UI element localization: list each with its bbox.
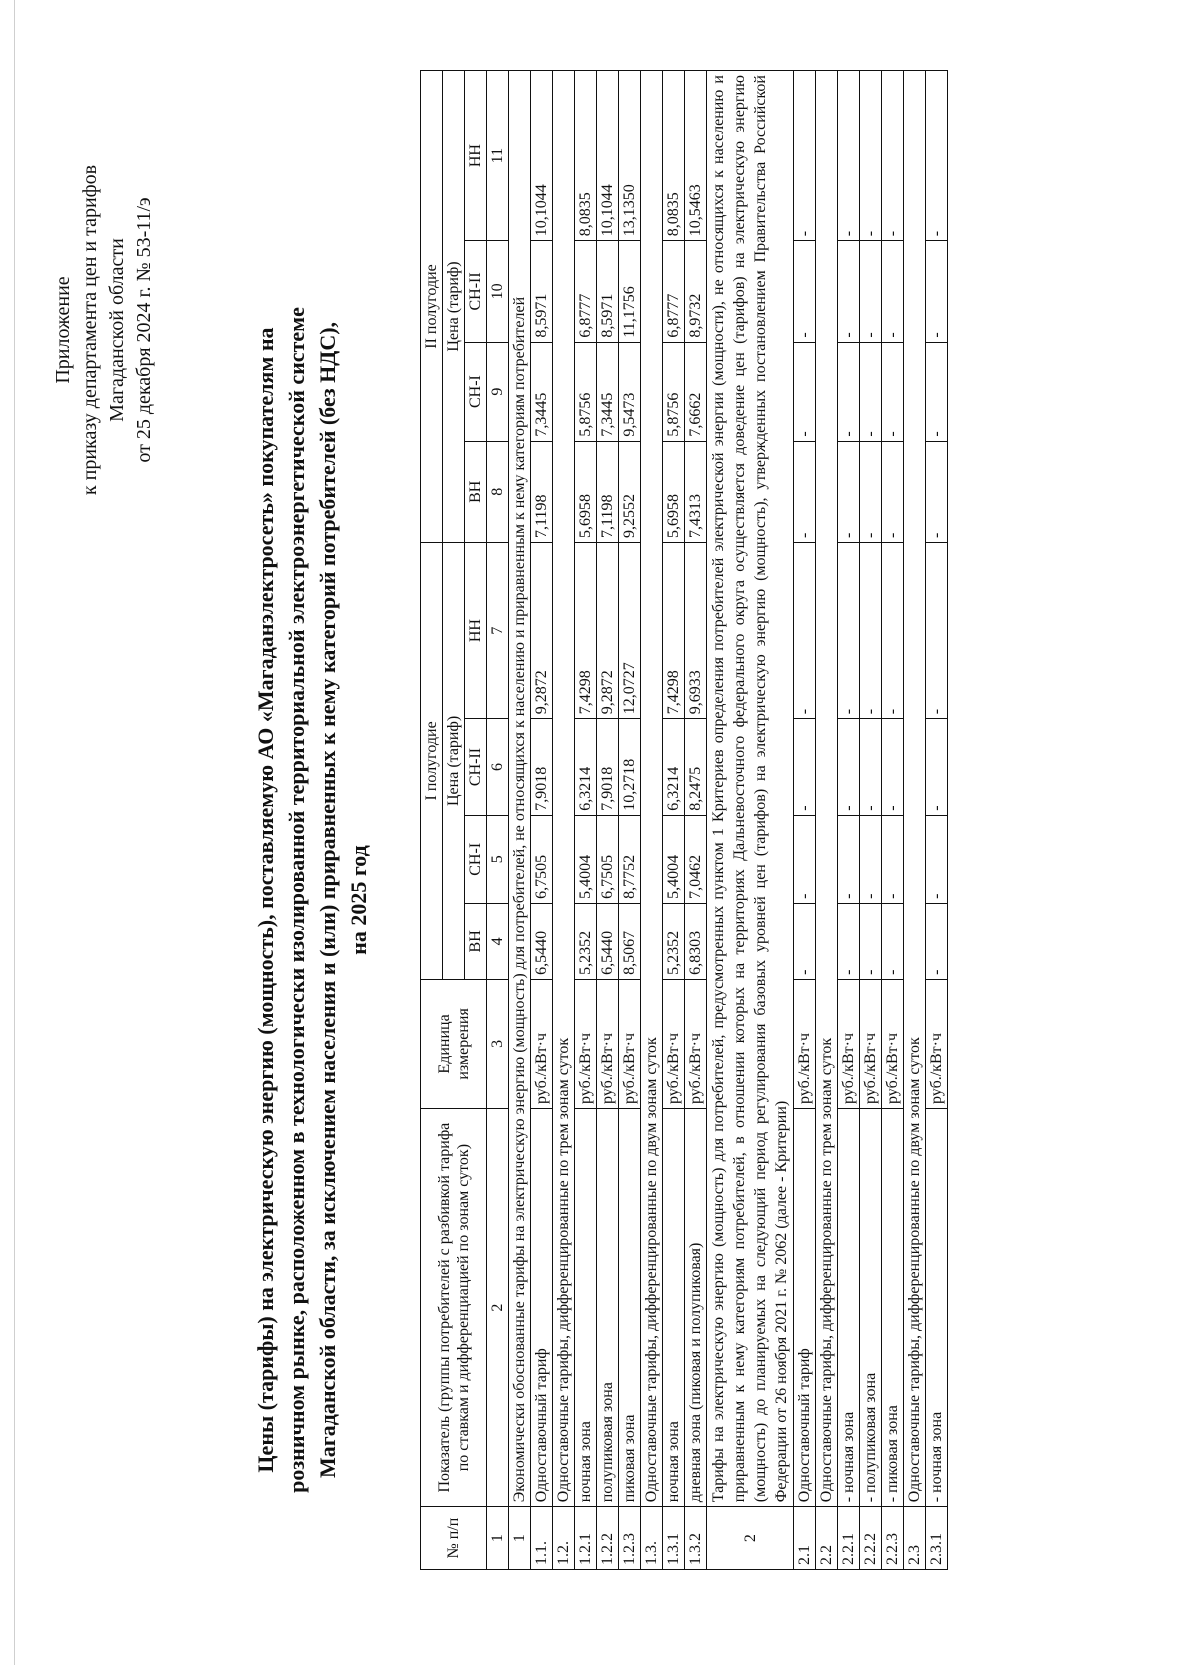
tariff-value: - (838, 815, 860, 903)
title-line-3: Магаданской области, за исключением населения и (или) приравненных к нему категорий потребителей (без НДС), (315, 321, 340, 1479)
header-nn-1: НН (465, 542, 487, 718)
tariff-value: - (838, 71, 860, 241)
colnum-cell: 5 (487, 815, 509, 903)
table-row (794, 71, 816, 1570)
table-row (597, 71, 619, 1570)
tariff-value: - (926, 815, 948, 903)
colnum-cell: 1 (487, 1507, 509, 1570)
tariff-value: - (838, 542, 860, 718)
tariff-value: - (882, 542, 904, 718)
table-row (641, 71, 663, 1570)
row-label: Одноставочный тариф (794, 1108, 816, 1506)
title-line-1: Цены (тарифы) на электрическую энергию (мощность), поставляемую АО «Магаданэлектросеть» покупателям на (253, 327, 278, 1473)
document-title (250, 275, 374, 1525)
row-label: - полупиковая зона (860, 1108, 882, 1506)
group-label: Одноставочные тарифы, дифференцированные по двум зонам суток (641, 71, 663, 1507)
tariff-value: 6,3214 (663, 719, 685, 816)
table-row (816, 71, 838, 1570)
header-unit: Единица измерения (421, 979, 487, 1108)
row-unit: руб./кВт·ч (926, 979, 948, 1108)
tariff-value: 10,2718 (619, 719, 641, 816)
tariff-value: 8,0835 (575, 71, 597, 241)
appendix-header (50, 50, 158, 610)
tariff-value: - (926, 441, 948, 542)
row-number: 1.3.2 (685, 1507, 707, 1570)
header-price-2: Цена (тариф) (443, 71, 465, 543)
header-indicator: Показатель (группы потребителей с разбивкой тарифа по ставкам и дифференциацией по зонам суток) (421, 1108, 487, 1506)
tariff-value: - (794, 342, 816, 441)
row-unit: руб./кВт·ч (597, 979, 619, 1108)
tariff-value: - (838, 903, 860, 979)
table-row (663, 71, 685, 1570)
section-num: 2 (707, 1507, 794, 1570)
row-number: 1.2. (553, 1507, 575, 1570)
tariff-value: 13,1350 (619, 71, 641, 241)
table-row (860, 71, 882, 1570)
tariff-value: - (838, 342, 860, 441)
tariff-value: 11,1756 (619, 241, 641, 342)
tariff-value: - (794, 71, 816, 241)
tariff-value: 5,2352 (663, 903, 685, 979)
tariff-value: 5,8756 (575, 342, 597, 441)
row-number: 2.1 (794, 1507, 816, 1570)
tariff-value: - (882, 241, 904, 342)
tariff-value: 7,4298 (575, 542, 597, 718)
tariff-value: - (860, 441, 882, 542)
tariff-value: 6,3214 (575, 719, 597, 816)
tariff-value: 7,1198 (597, 441, 619, 542)
row-number: 1.1. (531, 1507, 553, 1570)
table-row (685, 71, 707, 1570)
header-sn1-2: СН-I (465, 342, 487, 441)
appendix-line-1: Приложение (52, 276, 74, 384)
row-label: - пиковая зона (882, 1108, 904, 1506)
row-number: 1.2.3 (619, 1507, 641, 1570)
tariff-value: - (860, 71, 882, 241)
header-half-2: II полугодие (421, 71, 443, 543)
tariff-value: - (794, 903, 816, 979)
row-number: 1.2.1 (575, 1507, 597, 1570)
tariff-value: 8,9732 (685, 241, 707, 342)
row-label: - ночная зона (838, 1108, 860, 1506)
row-unit: руб./кВт·ч (685, 979, 707, 1108)
row-label: дневная зона (пиковая и полупиковая) (685, 1108, 707, 1506)
tariff-value: 7,3445 (531, 342, 553, 441)
tariff-value: - (926, 719, 948, 816)
scan-edge-line (14, 0, 15, 1665)
tariff-value: 6,8777 (663, 241, 685, 342)
tariff-value: 7,6662 (685, 342, 707, 441)
tariff-value: - (860, 342, 882, 441)
tariff-value: 6,8303 (685, 903, 707, 979)
tariff-value: 10,1044 (531, 71, 553, 241)
colnum-cell: 9 (487, 342, 509, 441)
tariff-value: - (926, 241, 948, 342)
header-num: № п/п (421, 1507, 487, 1570)
tariff-value: - (926, 71, 948, 241)
tariff-value: 9,2872 (531, 542, 553, 718)
tariff-value: 7,0462 (685, 815, 707, 903)
tariff-value: - (794, 815, 816, 903)
tariff-value: 5,8756 (663, 342, 685, 441)
tariff-value: - (882, 719, 904, 816)
tariff-value: 7,1198 (531, 441, 553, 542)
tariff-value: 10,1044 (597, 71, 619, 241)
header-nn-2: НН (465, 71, 487, 241)
header-sn1-1: СН-I (465, 815, 487, 903)
colnum-cell: 3 (487, 979, 509, 1108)
tariff-value: - (860, 719, 882, 816)
colnum-cell: 2 (487, 1108, 509, 1506)
table-row (926, 71, 948, 1570)
row-number: 1.3. (641, 1507, 663, 1570)
row-unit: руб./кВт·ч (860, 979, 882, 1108)
colnum-cell: 10 (487, 241, 509, 342)
tariff-value: - (926, 903, 948, 979)
header-half-1: I полугодие (421, 542, 443, 979)
row-label: - ночная зона (926, 1108, 948, 1506)
section-text: Экономически обоснованные тарифы на электрическую энергию (мощность) для потребителей, не относящихся к населению и приравненным к нему категориям потребителей (509, 71, 531, 1507)
tariff-value: 5,6958 (663, 441, 685, 542)
tariff-value: 12,0727 (619, 542, 641, 718)
tariff-value: 5,2352 (575, 903, 597, 979)
tariff-value: - (838, 719, 860, 816)
tariff-value: - (860, 241, 882, 342)
tariff-value: - (882, 342, 904, 441)
tariff-value: - (882, 815, 904, 903)
tariff-value: - (838, 241, 860, 342)
tariff-value: - (838, 441, 860, 542)
table-row (619, 71, 641, 1570)
title-line-2: розничном рынке, расположенном в технологически изолированной территориальной электроэнергетической системе (284, 307, 309, 1493)
tariff-value: 9,5473 (619, 342, 641, 441)
tariff-value: 7,9018 (531, 719, 553, 816)
section-row (509, 71, 531, 1570)
colnum-cell: 8 (487, 441, 509, 542)
tariff-value: - (882, 903, 904, 979)
row-number: 1.3.1 (663, 1507, 685, 1570)
tariff-value: - (860, 903, 882, 979)
tariff-value: - (794, 441, 816, 542)
header-vn-1: ВН (465, 903, 487, 979)
row-unit: руб./кВт·ч (575, 979, 597, 1108)
colnum-cell: 7 (487, 542, 509, 718)
tariff-value: 9,6933 (685, 542, 707, 718)
header-sn2-2: СН-II (465, 241, 487, 342)
tariff-table (420, 70, 948, 1570)
title-line-4: на 2025 год (346, 845, 371, 955)
row-number: 2.2.1 (838, 1507, 860, 1570)
tariff-value: 8,0835 (663, 71, 685, 241)
tariff-value: - (794, 241, 816, 342)
tariff-value: - (926, 342, 948, 441)
table-row (531, 71, 553, 1570)
table-row (553, 71, 575, 1570)
appendix-line-4: от 25 декабря 2024 г. № 53-11/э (133, 197, 155, 463)
row-label: ночная зона (575, 1108, 597, 1506)
row-unit: руб./кВт·ч (882, 979, 904, 1108)
group-label: Одноставочные тарифы, дифференцированные по двум зонам суток (904, 71, 926, 1507)
tariff-value: 7,3445 (597, 342, 619, 441)
tariff-value: - (882, 71, 904, 241)
header-price-1: Цена (тариф) (443, 542, 465, 979)
tariff-value: 8,5971 (531, 241, 553, 342)
table-row (904, 71, 926, 1570)
tariff-value: 5,4004 (663, 815, 685, 903)
colnum-cell: 11 (487, 71, 509, 241)
row-unit: руб./кВт·ч (838, 979, 860, 1108)
row-number: 2.3 (904, 1507, 926, 1570)
tariff-value: 6,8777 (575, 241, 597, 342)
section-text: Тарифы на электрическую энергию (мощность) для потребителей, предусмотренных пунктом 1 Критериев определения потребителей электрической энергии (мощности), не относящихся к населению и приравненным к нему категориям потребителей, в отношении которых на территориях Дальневосточного федерального округа осуществляется доведение цен (тарифов) на электрическую энергию (мощность) до планируемых на следующий период регулирования базовых уровней цен (тарифов) на электрическую энергию (мощность), утвержденных постановлением Правительства Российской Федерации от 26 ноября 2021 г. № 2062 (далее - Критерии) (707, 71, 794, 1507)
tariff-value: - (926, 542, 948, 718)
table-row (838, 71, 860, 1570)
tariff-value: 8,7752 (619, 815, 641, 903)
tariff-value: 6,7505 (531, 815, 553, 903)
row-label: ночная зона (663, 1108, 685, 1506)
row-number: 2.2 (816, 1507, 838, 1570)
appendix-line-2: к приказу департамента цен и тарифов (79, 164, 101, 496)
tariff-value: - (860, 815, 882, 903)
row-unit: руб./кВт·ч (663, 979, 685, 1108)
group-label: Одноставочные тарифы, дифференцированные по трем зонам суток (816, 71, 838, 1507)
tariff-value: 8,2475 (685, 719, 707, 816)
header-vn-2: ВН (465, 441, 487, 542)
section-row (707, 71, 794, 1570)
tariff-value: 9,2872 (597, 542, 619, 718)
tariff-value: 8,5971 (597, 241, 619, 342)
rotated-document-sheet (30, 20, 1180, 1620)
table-row (575, 71, 597, 1570)
tariff-value: 10,5463 (685, 71, 707, 241)
tariff-value: 9,2552 (619, 441, 641, 542)
row-unit: руб./кВт·ч (794, 979, 816, 1108)
tariff-value: 8,5067 (619, 903, 641, 979)
tariff-value: 7,4298 (663, 542, 685, 718)
row-number: 2.2.2 (860, 1507, 882, 1570)
row-label: полупиковая зона (597, 1108, 619, 1506)
row-label: пиковая зона (619, 1108, 641, 1506)
row-number: 1.2.2 (597, 1507, 619, 1570)
tariff-value: - (882, 441, 904, 542)
tariff-value: 5,4004 (575, 815, 597, 903)
colnum-cell: 6 (487, 719, 509, 816)
appendix-line-3: Магаданской области (106, 238, 128, 422)
section-num: 1 (509, 1507, 531, 1570)
header-sn2-1: СН-II (465, 719, 487, 816)
tariff-value: 6,7505 (597, 815, 619, 903)
tariff-value: - (794, 542, 816, 718)
tariff-value: 6,5440 (531, 903, 553, 979)
row-number: 2.2.3 (882, 1507, 904, 1570)
tariff-value: 7,4313 (685, 441, 707, 542)
row-unit: руб./кВт·ч (531, 979, 553, 1108)
tariff-value: 7,9018 (597, 719, 619, 816)
row-number: 2.3.1 (926, 1507, 948, 1570)
group-label: Одноставочные тарифы, дифференцированные по трем зонам суток (553, 71, 575, 1507)
tariff-value: 5,6958 (575, 441, 597, 542)
row-unit: руб./кВт·ч (619, 979, 641, 1108)
colnum-cell: 4 (487, 903, 509, 979)
row-label: Одноставочный тариф (531, 1108, 553, 1506)
column-number-row (487, 71, 509, 1570)
tariff-value: - (860, 542, 882, 718)
tariff-value: 6,5440 (597, 903, 619, 979)
tariff-value: - (794, 719, 816, 816)
table-row (882, 71, 904, 1570)
